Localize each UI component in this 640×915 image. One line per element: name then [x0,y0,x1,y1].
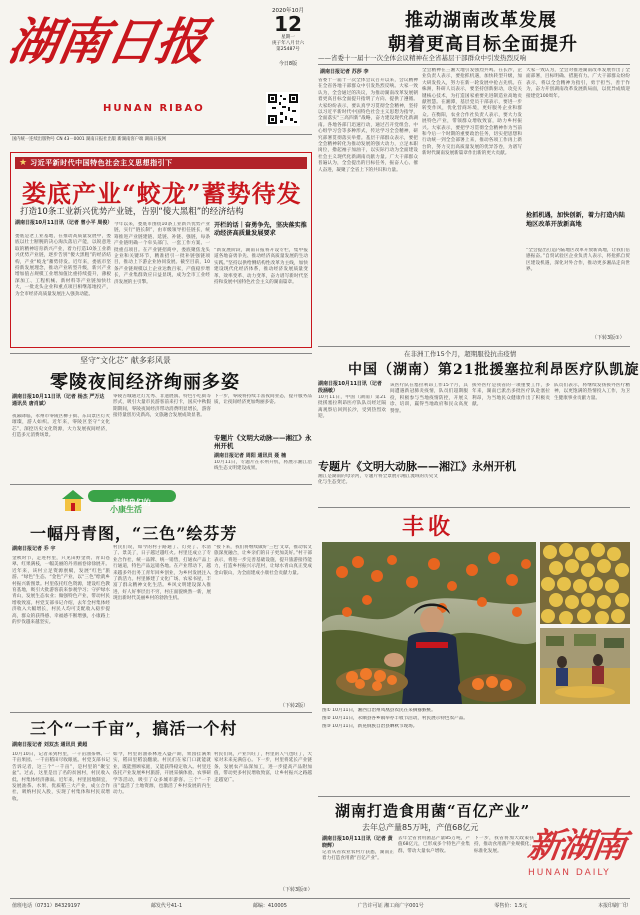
top-right-col-2: 全会精神在三湘大地引发强烈共鸣。在长沙，企业负责人表示，要抢抓机遇，加快转型升级，加大研发投入，努力在新一轮发展中抢占先机。在株洲，科研人员表示，要坚持创新驱动，攻克关键核心技术，为打造国家重要先进制造业高地贡献智慧。在湘潭，基层党员干部表示，要进一步转变作风，优化营商环境，更好服务企业和群众。在衡阳，农业合作社负责人表示，要大力发展特色产业，带领群众增收致富，助力乡村振兴。大家表示，要把学习贯彻全会精神作为当前和今后一个时期的重要政治任务，切实把思想和行动统一到全会部署上来，推动各项工作再上新台阶，努力交出高质量发展的优异答卷，为谱写新时代湖南发展新篇章作出新的更大贡献。 [422,68,522,157]
lingling-kicker: 坚守“文化芯” 献多彩风景 [80,356,171,365]
harvest-main-photo [322,542,536,704]
lingling-col-3: 下一步，零陵将持续丰富夜间业态，提升服务品质，让夜间经济更加绚丽多姿。 [214,394,312,406]
footer-price: 零售价：1.5元 [494,903,528,909]
watermark-logo [525,826,638,906]
harvest-caption-3: 图③ 10月11日，新晃侗族自治县晒秋节现场。 [322,724,418,729]
lead-col-2: 今年以来，娄底市围绕10条工业新兴优势产业链，实行“链长制”，由市级领导担任链长，统筹推进产业链建链、延链、补链、强链，每条产业链明确一个牵头部门、一套工作方案、一批重点项目。在产业链招商中，娄底聚焦龙头企业和关键环节，精准招引一批补链强链项目，推动上下游企业协同发展。截至目前，10条产业链规模以上企业达数百家，产值稳步增长，产业集群效应日益显现，成为全市工业经济发展的主引擎。 [114,222,210,285]
weekday: 星期一 [281,35,295,40]
village-story1-col-1: 金秋时节，走进村里，只见田野金黄、青山苍翠、红果满枝，一幅美丽的丹青画卷徐徐展开。近年来，该村立足资源禀赋，发展“红色”旅游、“绿色”生态、“金色”产业，以“三色”绘就乡村振兴新图景。村里依托红色资源，建设红色教育基地，吸引大批游客前来参观学习；守护绿水青山，发展生态农业；做强特色产业，带动村民增收致富。村党支部书记介绍，去年全村集体经济收入大幅增长，村民人均可支配收入稳步提高，群众的获得感、幸福感不断增强，小康路上的步伐越来越坚实。 [12,556,110,626]
medical-col-4: 队员们表示，将继续发扬援外医疗精神，以更饱满的热情投入工作，为卫生健康事业贡献力量。 [554,383,630,401]
top-right-subhead: ——省委十一届十一次全体会议精神在全省基层干部群众中引发热烈反响 [318,54,526,62]
section-badge [88,490,176,507]
theme-banner [15,157,307,169]
harvest-fruit-photo [540,542,630,624]
village-story2-col-2: 如今，村里的油茶林进入盛产期，果园挂满果实，稻田里稻浪翻滚。村民们在家门口就能就业，既能照顾家庭，又能获得稳定收入。村里还依托产业发展乡村旅游，开展采摘体验、农事研学等活动，吸引了众多城市游客。三个“一千亩”盘活了土地资源，也激活了乡村发展的内生动力。 [113,752,211,796]
lead-col-1: 娄底是老工业基地，在推动高质量发展中，娄底以壮士断腕的决心淘汰落后产能，以锐意进取的精神培育新兴产业，着力打造10条工业新兴优势产业链，逐步告别“傻大黑粗”的经济结构，产业“蛟龙”蓄势待发。近年来，娄底市坚持新发展理念，推动产业转型升级，新兴产业增加值占规模工业增加值比重持续提升，薄板深加工、工程机械、新材料等产业链加快壮大，一批龙头企业和重点项目相继落地投产，为全市经济高质量发展注入强劲动能。 [15,234,111,297]
village-story1-continue: （下转2版） [280,703,309,709]
top-right-col-4: “全会提出打造内陆地区改革开放新高地，让我们倍感振奋。”自贸试验区企业负责人表示，将抢抓自贸区建设机遇，深化对外合作，推动更多湘品走向世界。 [526,248,630,273]
documentary-byline: 湖南日报记者 周阳 通讯员 聂 楠 [214,453,286,459]
village-story2-byline: 湖南日报记者 刘双杰 通讯员 黄超 [12,742,88,748]
documentary-col: 10月11日，专题片在永州开机，将展示湘江沿线生态文明建设成果。 [214,460,312,472]
medical-col-2: 该医疗队在塞拉利昂工作15个月，其间遭遇新冠肺炎疫情，队员们超期服役，积极参与当地疫情防控，开展义诊、培训，赢得当地政府和民众高度赞誉。 [390,383,468,414]
harvest-caption-2: 图② 10月11日，永顺县各乡镇举办丰收节活动，村民展示特色农产品。 [322,716,468,721]
banner-star-icon: ★ [19,158,28,168]
footer-print: 本报印刷厂印 [597,903,628,909]
watermark-text: 新湖南 [525,826,627,866]
documentary-headline-large-text: 专题片《文明大动脉——湘江》永州开机 [318,460,516,473]
medical-col-1: 10月11日，中国（湖南）第21批援塞拉利昂医疗队队员经过隔离观察后回到长沙，受到热烈欢迎。 [318,395,386,420]
lunar-date: 庚子年八月廿六 [271,41,305,46]
harvest-label: 丰收 [402,514,455,540]
lingling-col-2: 零陵古城通过灯光秀、非遗展演、特色小吃街等形式，吸引大量市民游客前来打卡，国庆中秋假期期间，零陵夜间经济带动消费明显增长，游客接待量创历史新高，文旅融合发展成效显著。 [113,394,211,419]
top-right-col-3: 大家一致认为，全会对推进湖南改革发展作出了全面部署，目标明确、措施有力。广大干部群众纷纷表示，将以全会精神为指引，勇于担当、善于作为，奋力开创湖南改革发展新局面，以优异成绩迎接建党100周年。 [526,68,630,99]
top-right-col-1: 省委十一届十一次全体会议召开以来，会议精神在全省各地干部群众中引发热烈反响。大家一致认为，全会通过的决议，为推动湖南改革发展朝着更高目标全面提升指明了方向、提供了遵循。大家纷纷表示，要认真学习贯彻全会精神，坚持以习近平新时代中国特色社会主义思想为指导，全面落实“三高四新”战略，奋力建设现代化新湖南。各地各部门迅速行动，通过召开党组会、中心组学习会等多种形式，传达学习全会精神，研究部署贯彻落实举措。基层干部群众表示，要把全会精神转化为推动发展的强大动力，立足本职岗位，撸起袖子加油干，以实际行动为全面建设社会主义现代化新湖南贡献力量。广大干部群众普遍认为，全会提出的目标任务，振奋人心、催人奋进，凝聚了全省上下的共识和力量。 [318,78,418,173]
footer-hotline: 值班电话（0731）84329197 [12,903,81,909]
fungi-col-1: 记者从省农业农村厅获悉，湖南正着力打造食用菌“百亿产业”。 [322,850,394,862]
fungi-byline: 湖南日报10月11日讯（记者 黄晓辉） [322,836,393,849]
date-line: 2020年10月 [272,8,304,14]
page-count: 今日8版 [278,61,298,67]
lead-headline: 娄底产业“蛟龙”蓄势待发 [22,179,302,208]
theme-banner-text: 习近平新时代中国特色社会主义思想指引下 [30,159,173,167]
date-block [258,6,318,67]
fungi-col-2: 去年全省食用菌总产量85万吨，产值68亿元，已形成多个特色产业集群，带动大量农户增收。 [398,836,470,854]
medical-headline: 中国（湖南）第21批援塞拉利昂医疗队凯旋 [348,362,640,378]
lead-subhead: 打造10条工业新兴优势产业链，告别“傻大黑粗”的经济结构 [20,207,244,217]
village-story2-continue: （下转3版②） [280,887,313,893]
harvest-caption-1: 图① 10月11日，湘西自治州凤凰县农民在采摘猕猴桃。 [322,708,436,713]
medical-byline: 湖南日报10月11日讯（记者 段涵敏） [318,381,382,394]
top-right-aside-head: 抢抓机遇，加快创新，着力打造内陆地区改革开放新高地 [526,212,625,228]
section-sub: 小康生活 [110,505,142,514]
top-right-continue: （下转3版①） [592,335,625,341]
issue-number: 第25487号 [276,47,300,52]
footer-ad: 广告许可证 湘工商广字001号 [357,903,424,909]
date-day: 12 [274,12,302,36]
village-story1-col-3: “接下来，我们将继续做好‘三色’文章，推动农文旅深度融合，让乡亲们的日子更加美好。”村干部表示，将进一步完善基础设施，提升旅游接待能力，打造乡村振兴示范村，让绿水青山真正变成金山银山，为全面建成小康社会贡献力量。 [214,545,312,576]
medical-col-3: 援外医疗是我省的一项重要工作，多年来，湖南已派出多批医疗队赴塞拉利昂，为当地民众健康作出了积极贡献。 [472,383,550,408]
top-right-headline-2: 朝着更高目标全面提升 [388,34,578,55]
lingling-col-1: 夜幕降临，永州市零陵区柳子街、东山景区灯火璀璨，游人如织。近年来，零陵区坚守“文化芯”，深挖历史文化资源，大力发展夜间经济，打造多元消费场景。 [12,414,110,439]
village-story2-col-1: 10月10日，记者来到村里，一千亩油茶林、一千亩果园、一千亩稻田尽收眼底。村党支部书记告诉记者，这三个“一千亩”，是村里的“聚宝盆”。过去，这里是出了名的贫困村，村民收入低、村集体经济薄弱。近年来，村里因地制宜，发展油茶、水果、优质稻三大产业，成立合作社，吸纳村民入股，实现了村集体和村民双增收。 [12,752,110,802]
top-right-headline-1: 推动湖南改革发展 [405,10,557,31]
qr-code-icon [266,92,300,126]
masthead-meta: 国内统一连续出版物号 CN 43－0001 湖南日报社出版 新湖南客户端 湖南日报网 [12,137,167,142]
watermark-sub: HUNAN DAILY [528,868,611,878]
documentary-headline: 专题片《文明大动脉——湘江》永州开机 [214,434,312,450]
lead-byline: 湖南日报10月11日讯（记者 曾小平 周俊） [15,220,113,226]
section-badge-text: 走街我们的 [113,498,151,507]
village-story1-byline: 湖南日报记者 乔 宇 [12,546,56,552]
mascot-icon [60,488,86,514]
harvest-drying-photo [540,628,630,704]
lingling-headline: 零陵夜间经济绚丽多姿 [50,372,240,393]
documentary-headline-large [318,458,630,474]
village-story1-headline: 一幅丹青图，“三色”绘芬芳 [30,524,238,543]
fungi-subhead: 去年总产量85万吨，产值68亿元 [362,823,479,832]
fungi-col-3: 下一步，我省将加大政策扶持，推动食用菌产业规模化、标准化发展。 [474,836,534,854]
lingling-byline: 湖南日报10月11日讯（记者 杨杰 严万达 通讯员 唐肖斌） [12,394,105,407]
lead-side-head: 开栏的话｜奋勇争先，坚决落实推动经济高质量发展要求 [214,222,307,237]
fungi-headline: 湖南打造食用菌“百亿产业” [335,802,531,820]
masthead-pinyin: HUNAN RIBAO [103,103,205,114]
footer [12,902,628,909]
top-right-byline: 湖南日报记者 苏莎 李 [320,69,369,75]
village-story2-col-3: 村民们说，产业兴旺了，村里的人气也旺了，大家对未来充满信心。下一步，村里将延长产业链条，发展农产品深加工，进一步提高产品附加值，带动更多村民增收致富，让乡村振兴之路越走越宽广。 [214,752,312,783]
lead-col-3: “新发展阶段，湖南日报将开设专栏，集中报道各地奋勇争先、推动经济高质量发展的生动实践。”坚持以供给侧结构性改革为主线，加快建设现代化经济体系，推动经济发展质量变革、效率变革、动力变革，奋力谱写新时代坚持和发展中国特色社会主义的湖南篇章。 [214,248,308,286]
masthead-title: 湖南日报 [4,12,211,71]
village-story2-headline: 三个“一千亩”，搞活一个村 [30,719,238,738]
medical-kicker: 在非洲工作15个月，超期服役抗击疫情 [404,350,517,358]
footer-postcode: 邮编：410005 [252,903,287,909]
footer-post: 邮发代号41-1 [150,903,183,909]
village-story1-col-2: 村民们说，如今的村子路通了、灯亮了、水清了、景美了，日子越过越红火。村里还成立了专业合作社，统一品牌、统一销售，打通农产品上行通道，特色产品远销各地。在产业带动下，越来越多外出务工青年回乡创业，为乡村发展注入了新活力。村里修建了文化广场、农家书屋，丰富了群众精神文化生活。乡风文明建设深入推进，好人好事层出不穷，村庄面貌焕然一新，展现出新时代美丽乡村的勃勃生机。 [113,545,211,602]
documentary-col-right: 湘江是湖南的母亲河，专题片将全景展示湘江流域的历史文化与生态变迁。 [318,474,438,486]
